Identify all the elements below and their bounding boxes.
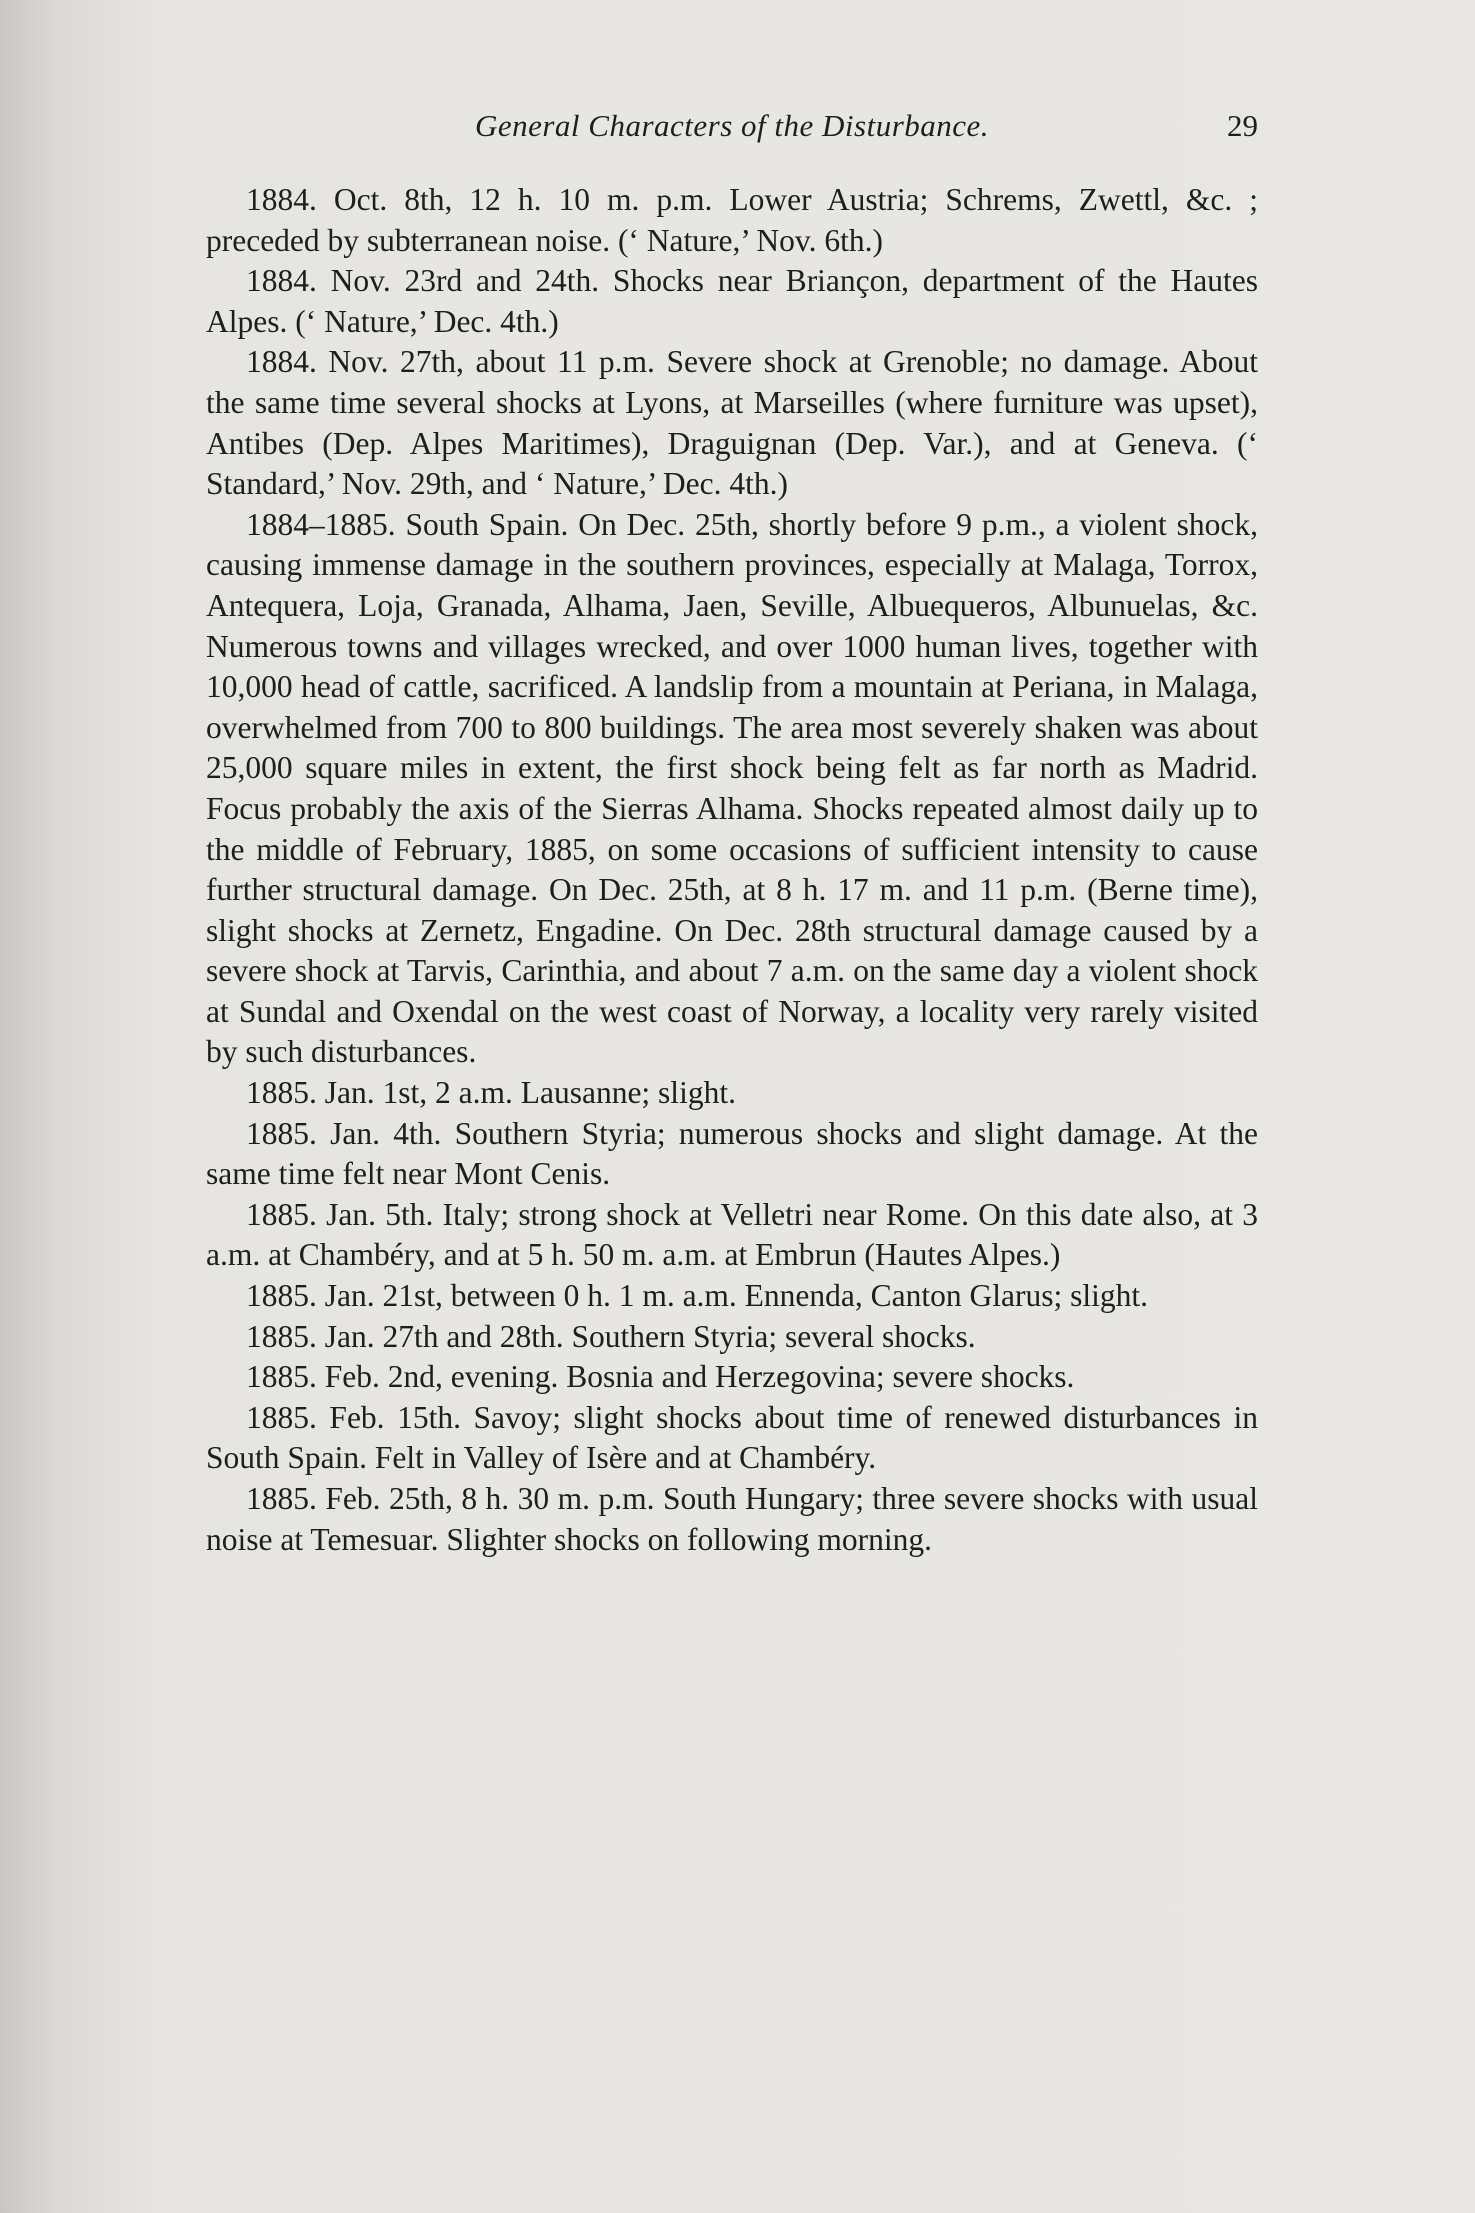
entry-1884-nov-27: 1884. Nov. 27th, about 11 p.m. Severe shock at Grenoble; no damage. About the same time several shocks at Lyons, at Marseilles (where furniture was upset), Antibes (Dep. Alpes Maritimes), Draguignan (Dep. Var.), and at Geneva. (‘ Standard,’ Nov. 29th, and ‘ Nature,’ Dec. 4th.) (206, 344, 1258, 502)
entry-1885-jan-27: 1885. Jan. 27th and 28th. Southern Styria; several shocks. (246, 1318, 976, 1354)
entry-1885-jan-1: 1885. Jan. 1st, 2 a.m. Lausanne; slight. (246, 1075, 736, 1111)
entry-1885-feb-2: 1885. Feb. 2nd, evening. Bosnia and Herzegovina; severe shocks. (246, 1359, 1075, 1395)
page-number: 29 (1227, 108, 1258, 143)
entry-1884-oct-8: 1884. Oct. 8th, 12 h. 10 m. p.m. Lower Austria; Schrems, Zwettl, &c. ; preceded by subterranean noise. (‘ Nature,’ Nov. 6th.) (206, 182, 1258, 258)
running-head: General Characters of the Disturbance. (474, 108, 990, 143)
page-body (206, 180, 1258, 1560)
entry-1885-jan-4: 1885. Jan. 4th. Southern Styria; numerous shocks and slight damage. At the same time felt near Mont Cenis. (206, 1115, 1258, 1192)
entry-1885-feb-15: 1885. Feb. 15th. Savoy; slight shocks about time of renewed disturbances in South Spain. Felt in Valley of Isère and at Chambéry. (206, 1399, 1258, 1476)
entry-1885-jan-21: 1885. Jan. 21st, between 0 h. 1 m. a.m. Ennenda, Canton Glarus; slight. (246, 1278, 1148, 1314)
entry-1885-jan-5: 1885. Jan. 5th. Italy; strong shock at Velletri near Rome. On this date also, at 3 a.m. at Chambéry, and at 5 h. 50 m. a.m. at Embrun (Hautes Alpes.) (206, 1196, 1258, 1273)
page-header (206, 108, 1258, 152)
entry-1885-feb-25: 1885. Feb. 25th, 8 h. 30 m. p.m. South Hungary; three severe shocks with usual noise at Temesuar. Slighter shocks on following morning. (206, 1481, 1258, 1557)
entry-1884-1885-south-spain: 1884–1885. South Spain. On Dec. 25th, shortly before 9 p.m., a violent shock, causing immense damage in the southern provinces, especially at Malaga, Torrox, Antequera, Loja, Granada, Alhama, Jaen, Seville, Albuequeros, Albunuelas, &c. Numerous towns and villages wrecked, and over 1000 human lives, together with 10,000 head of cattle, sacrificed. A landslip from a mountain at Periana, in Malaga, overwhelmed from 700 to 800 buildings. The area most severely shaken was about 25,000 square miles in extent, the first shock being felt as far north as Madrid. Focus probably the axis of the Sierras Alhama. Shocks repeated almost daily up to the middle of February, 1885, on some occasions of sufficient intensity to cause further structural damage. On Dec. 25th, at 8 h. 17 m. and 11 p.m. (Berne time), slight shocks at Zernetz, Engadine. On Dec. 28th structural damage caused by a severe shock at Tarvis, Carinthia, and about 7 a.m. on the same day a violent shock at Sundal and Oxendal on the west coast of Norway, a locality very rarely visited by such disturbances. (206, 506, 1258, 1070)
entry-1884-nov-23: 1884. Nov. 23rd and 24th. Shocks near Briançon, department of the Hautes Alpes. (‘ Nature,’ Dec. 4th.) (206, 263, 1258, 339)
